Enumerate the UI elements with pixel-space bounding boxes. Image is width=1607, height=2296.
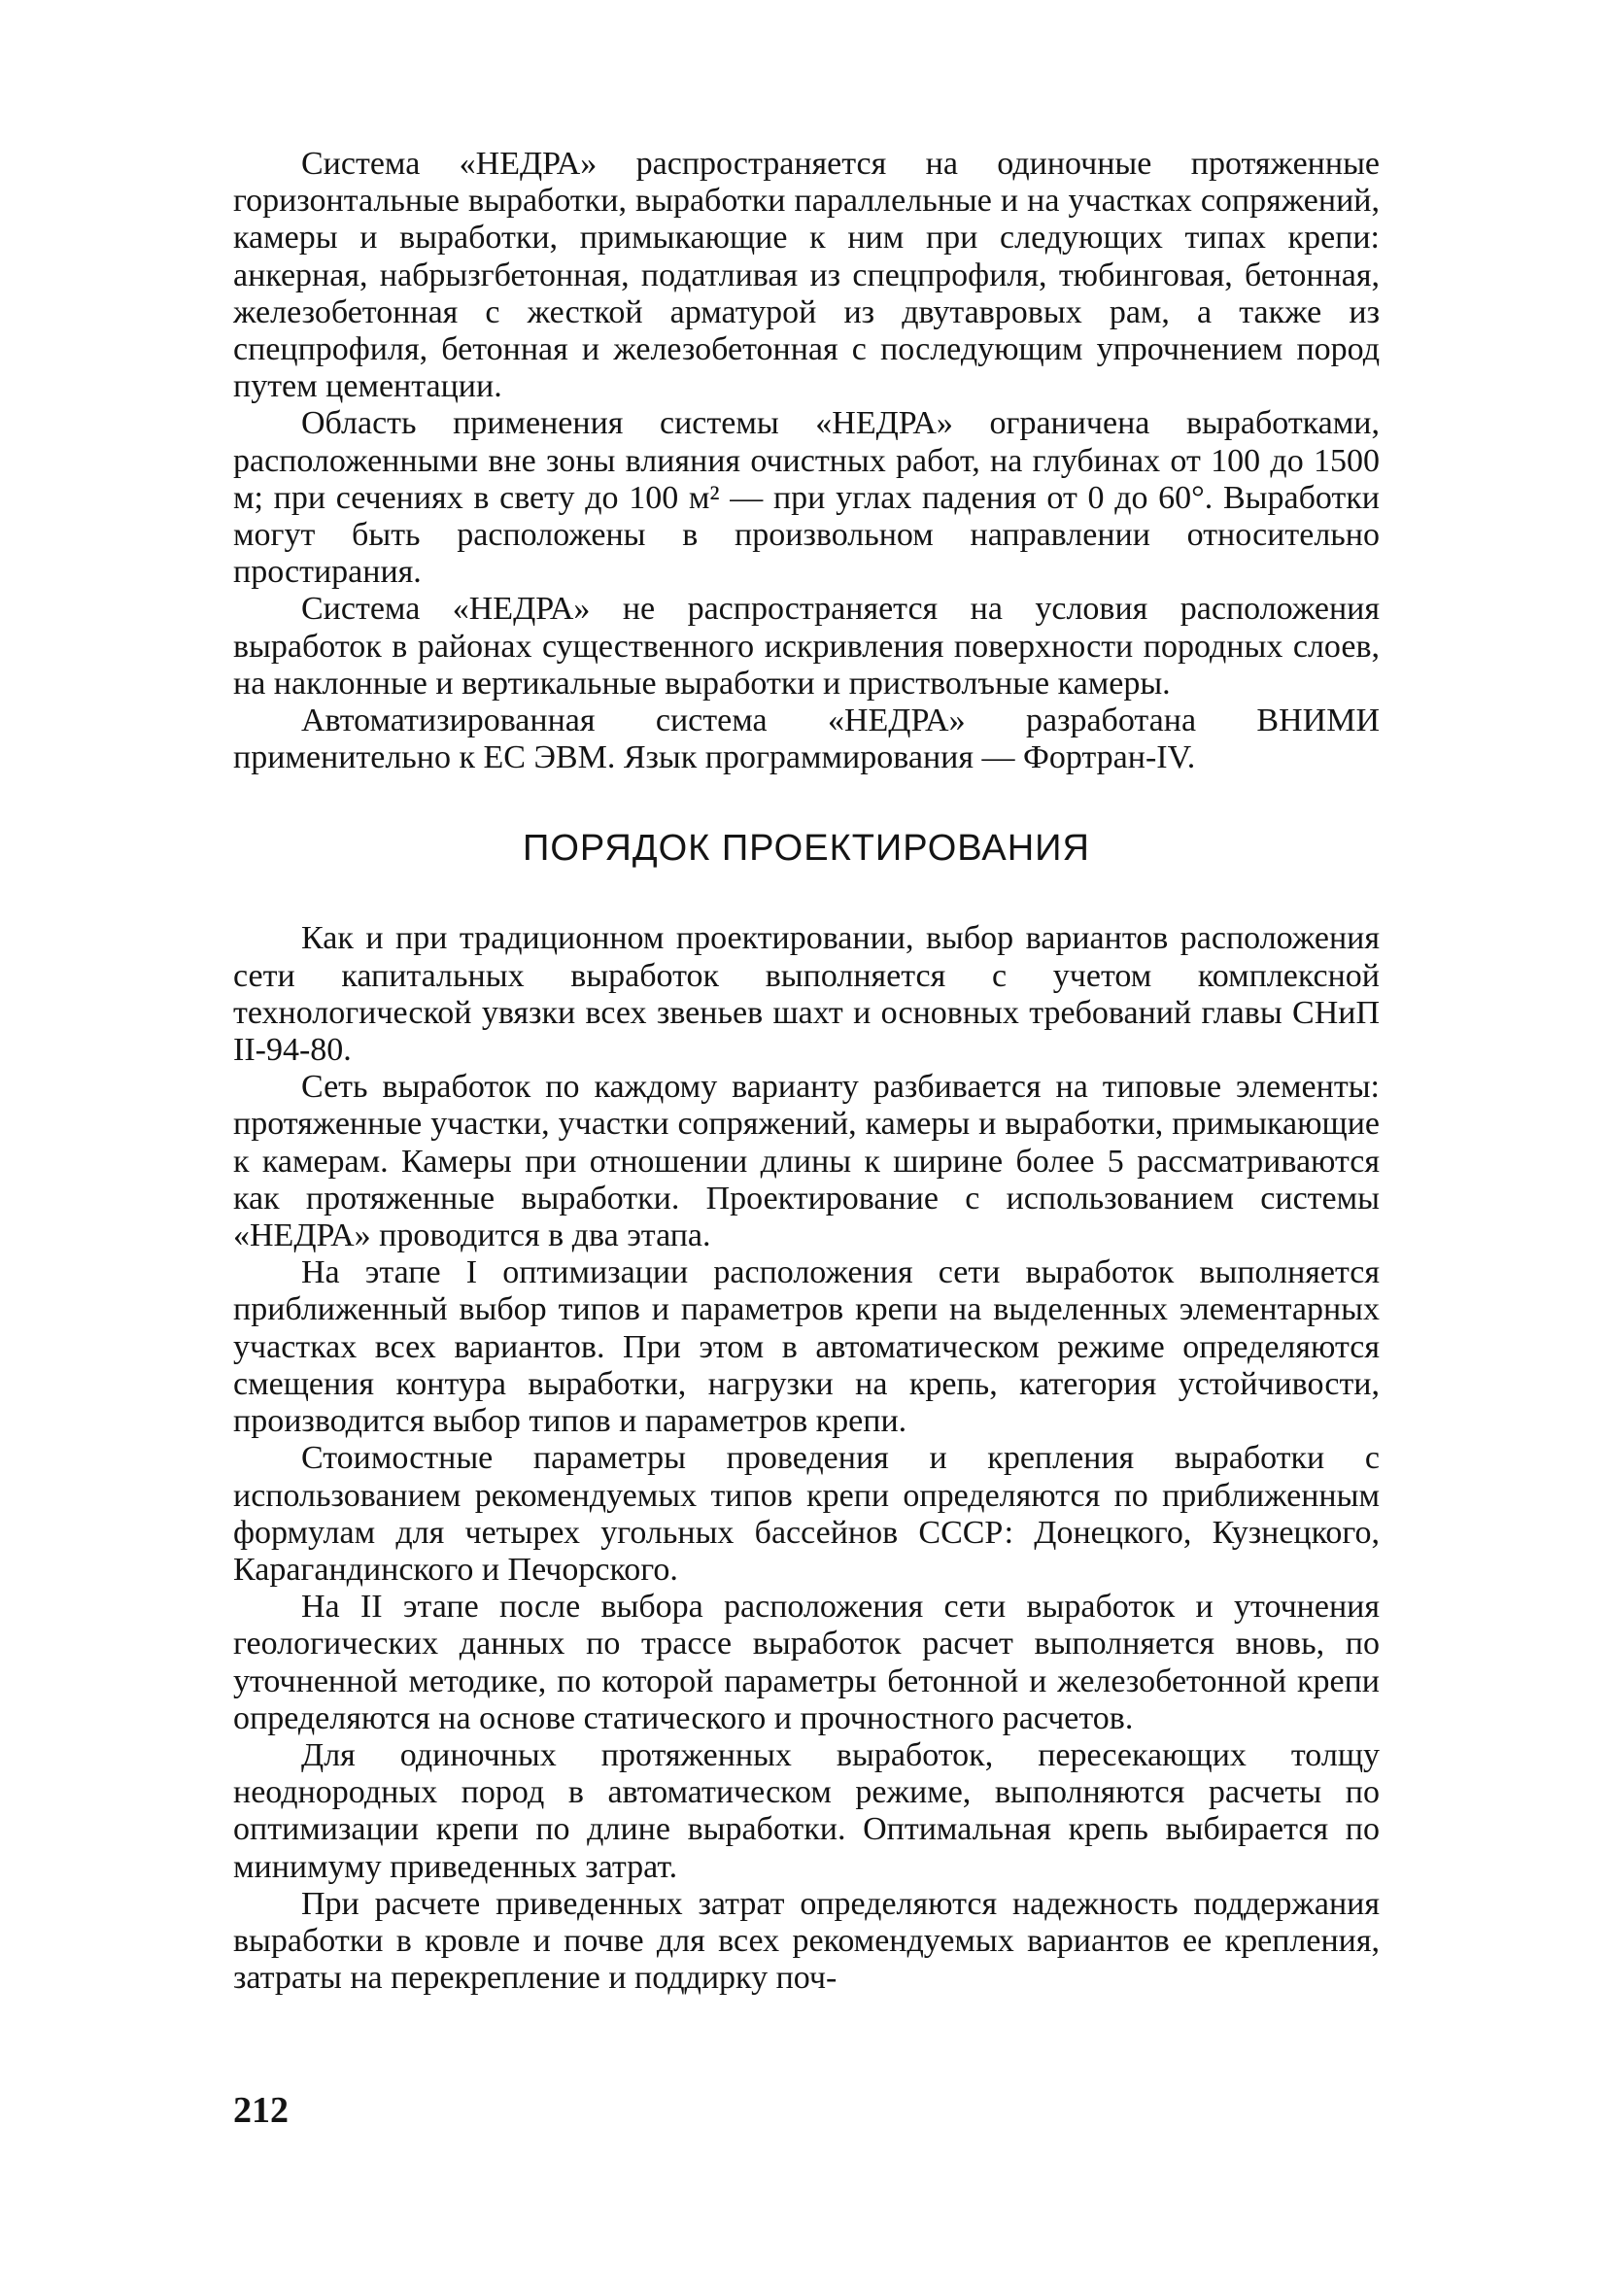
page-text-block bbox=[233, 146, 1380, 1997]
paragraph-developer: Автоматизированная система «НЕДРА» разработана ВНИМИ применительно к ЕС ЭВМ. Язык программирования — Фортран-IV. bbox=[233, 703, 1380, 776]
paragraph-stage-two: На II этапе после выбора расположения сети выработок и уточнения геологических данных по трассе выработок расчет выполняется вновь, по уточненной методике, по которой параметры бетонной и железобетонной крепи определяются на основе статического и прочностного расчетов. bbox=[233, 1589, 1380, 1736]
paragraph-traditional-design: Как и при традиционном проектировании, выбор вариантов расположения сети капитальных выработок выполняется с учетом комплексной технологической увязки всех звеньев шахт и основных требований главы СНиП II-94-80. bbox=[233, 920, 1380, 1069]
paragraph-single-workings: Для одиночных протяженных выработок, пересекающих толщу неоднородных пород в автоматическом режиме, выполняются расчеты по оптимизации крепи по длине выработки. Оптимальная крепь выбирается по минимуму приведенных затрат. bbox=[233, 1736, 1380, 1885]
paragraph-limitations: Система «НЕДРА» не распространяется на условия расположения выработок в районах существенного искривления поверхности породных слоев, на наклонные и вертикальные выработки и пристволъные камеры. bbox=[233, 591, 1380, 702]
paragraph-application-area: Область применения системы «НЕДРА» ограничена выработками, расположенными вне зоны влияния очистных работ, на глубинах от 100 до 1500 м; при сечениях в свету до 100 м² — при углах падения от 0 до 60°. Выработки могут быть расположены в произвольном направлении относительно простирания. bbox=[233, 405, 1380, 591]
paragraph-network-elements: Сеть выработок по каждому варианту разбивается на типовые элементы: протяженные участки, участки сопряжений, камеры и выработки, примыкающие к камерам. Камеры при отношении длины к ширине более 5 рассматриваются как протяженные выработки. Проектирование с использованием системы «НЕДРА» проводится в два этапа. bbox=[233, 1069, 1380, 1254]
section-title: ПОРЯДОК ПРОЕКТИРОВАНИЯ bbox=[523, 828, 1090, 870]
paragraph-cost-parameters: Стоимостные параметры проведения и крепления выработки с использованием рекомендуемых типов крепи определяются по приближенным формулам для четырех угольных бассейнов СССР: Донецкого, Кузнецкого, Карагандинского и Печорского. bbox=[233, 1440, 1380, 1588]
paragraph-stage-one: На этапе I оптимизации расположения сети выработок выполняется приближенный выбор типов и параметров крепи на выделенных элементарных участках всех вариантов. При этом в автоматическом режиме определяются смещения контура выработки, нагрузки на крепь, категория устойчивости, производится выбор типов и параметров крепи. bbox=[233, 1254, 1380, 1440]
page-number: 212 bbox=[233, 2090, 289, 2131]
paragraph-scope: Система «НЕДРА» распространяется на одиночные протяженные горизонтальные выработки, выработки параллельные и на участках сопряжений, камеры и выработки, примыкающие к ним при следующих типах крепи: анкерная, набрызгбетонная, податливая из спецпрофиля, тюбинговая, бетонная, железобетонная с жесткой арматурой из двутавровых рам, а также из спецпрофиля, бетонная и железобетонная с последующим упрочнением пород путем цементации. bbox=[233, 146, 1380, 405]
paragraph-reduced-costs: При расчете приведенных затрат определяются надежность поддержания выработки в кровле и почве для всех рекомендуемых вариантов ее крепления, затраты на перекрепление и поддирку поч- bbox=[233, 1885, 1380, 1997]
